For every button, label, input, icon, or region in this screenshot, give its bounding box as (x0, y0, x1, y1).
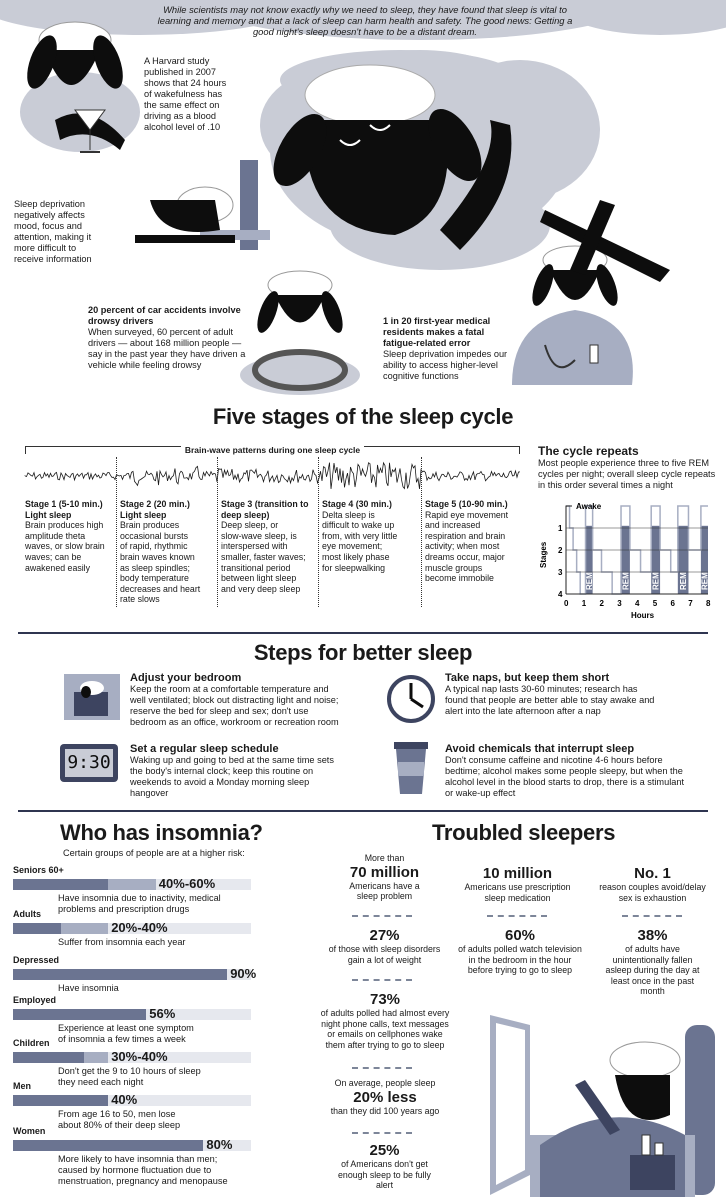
stage-line: occasional bursts (120, 530, 188, 541)
stat-no-1 (590, 865, 715, 903)
stage-heading: Light sleep (120, 509, 167, 520)
stat-text: sleep problem (356, 891, 413, 901)
stat-divider (622, 915, 682, 917)
insomnia-desc-line: Suffer from insomnia each year (58, 937, 186, 947)
stage-heading: Stage 4 (30 min.) (322, 499, 392, 509)
insomnia-percent: 20%-40% (111, 920, 168, 935)
stage-line: awakened easily (25, 562, 91, 573)
fact-heading: residents makes a fatal (383, 327, 485, 337)
stat-value: 73% (369, 991, 401, 1008)
stat-text: in the bedroom in the hour (468, 954, 572, 965)
insomnia-desc-line: More likely to have insomnia than men; (58, 1154, 218, 1164)
clock-icon (386, 674, 436, 724)
intro-line: learning and memory and that a lack of sleep can harm health and safety. The good news: Getting a (157, 15, 573, 26)
stat-20-less (310, 1078, 460, 1116)
insomnia-bar-fill (13, 1140, 203, 1151)
x-tick-label: 3 (617, 599, 622, 608)
fact-line: of wakefulness has (144, 89, 223, 99)
fact-heading: 20 percent of car accidents involve (88, 305, 241, 315)
insomnia-subtitle: Certain groups of people are at a higher risk: (63, 848, 245, 858)
stat-text: night phone calls, text messages (321, 1018, 449, 1029)
x-tick-label: 7 (688, 599, 693, 608)
stat-divider (352, 1067, 412, 1069)
stat-text: of adults have (625, 944, 680, 954)
stat-27 (322, 927, 447, 965)
fact-line: receive information (14, 254, 92, 264)
tip-line: the body's internal clock; keep this routine on (130, 766, 314, 776)
y-tick-label: 3 (558, 568, 563, 577)
stage-line: amplitude theta (25, 530, 86, 541)
cycle-repeats-block (538, 444, 723, 491)
tip-line: Waking up and going to bed at the same time sets (130, 755, 334, 765)
intro-line: good night's sleep doesn't have to be a distant dream. (252, 26, 478, 37)
tip-line: reserve the bed for sleep and sex; don't use (130, 706, 309, 716)
insomnia-group (0, 955, 290, 999)
stage-line: become immobile (425, 573, 494, 584)
insomnia-bar-fill (13, 923, 61, 934)
x-tick-label: 0 (564, 599, 569, 608)
fact-line: drivers — about 168 million people — (88, 338, 242, 348)
stage-line: of rapid, rhythmic (120, 541, 188, 552)
deprivation-fact (14, 199, 129, 265)
brainwave-label-row (25, 440, 520, 454)
insomnia-group-name: Employed (13, 995, 57, 1005)
stage-heading: Stage 1 (5-10 min.) (25, 499, 103, 509)
stat-value: 38% (637, 927, 668, 944)
tip-line: alcohol level in the blood starts to drop, there is a stimulant (445, 777, 685, 787)
insomnia-percent: 30%-40% (111, 1049, 168, 1064)
tip-line: found that people are better able to stay awake and (445, 695, 655, 705)
tip-line: well ventilated; block out distracting light and noise; (130, 695, 339, 705)
car-accident-fact (88, 305, 273, 371)
tip-chemicals (445, 743, 720, 799)
stat-text: asleep during the day at (605, 965, 700, 975)
insomnia-group (0, 1081, 290, 1130)
stage-line: waves; can be (25, 551, 82, 562)
tip-line: bedtime; alcohol makes some people sleepy, but when the (445, 766, 683, 776)
stage-line: slow-wave sleep, is (221, 530, 297, 541)
insomnia-group-name: Men (13, 1081, 31, 1091)
stat-text: Americans have a (349, 880, 420, 891)
sheep-computer-icon (135, 160, 270, 250)
insomnia-bar-fill (13, 1095, 108, 1106)
insomnia-desc-line: problems and prescription drugs (58, 904, 190, 914)
y-tick-label: 1 (558, 524, 563, 533)
digital-clock-icon (60, 744, 118, 782)
harvard-fact (144, 56, 269, 133)
stage-line: as sleep spindles; (120, 562, 190, 573)
stage-heading: Stage 5 (10-90 min.) (425, 499, 508, 509)
stat-text: enough sleep to be fully (338, 1169, 431, 1180)
x-tick-label: 5 (652, 599, 658, 608)
tip-line: alert into the late afternoon after a nap (445, 706, 601, 716)
fact-line: shows that 24 hours (144, 78, 227, 88)
stage-line: from, with very little (322, 530, 398, 541)
insomnia-desc-line: menstruation, pregnancy and menopause (58, 1176, 228, 1186)
stat-text: them after trying to go to sleep (325, 1039, 445, 1050)
fact-heading: 1 in 20 first-year medical (383, 316, 491, 326)
insomnia-bar-fill (13, 1052, 84, 1063)
fact-line: vehicle while feeling drowsy (88, 360, 202, 370)
tip-line: Don't consume caffeine and nicotine 4-6 hours before (445, 755, 663, 765)
insomnia-desc-line: they need each night (58, 1077, 144, 1087)
insomnia-group-name: Women (13, 1126, 46, 1136)
stat-text: of Americans don't get (341, 1159, 428, 1169)
intro-text (150, 4, 580, 37)
tip-line: A typical nap lasts 30-60 minutes; research has (445, 684, 638, 694)
stat-value: 20% less (353, 1088, 417, 1106)
stage-line: between light sleep (221, 573, 297, 584)
tip-heading: Set a regular sleep schedule (130, 743, 279, 755)
stage-line: most likely phase (322, 551, 390, 562)
stat-divider (352, 979, 412, 981)
tip-schedule (130, 743, 375, 799)
stat-text: sex is exhaustion (618, 892, 687, 903)
insomnia-percent: 80% (206, 1137, 233, 1152)
tip-heading: Avoid chemicals that interrupt sleep (445, 743, 635, 755)
stat-text: or emails on cellphones wake (327, 1029, 443, 1039)
insomnia-title: Who has insomnia? (60, 820, 263, 845)
stage-line: smaller, faster waves; (221, 551, 306, 562)
fact-line: driving as a blood (144, 111, 217, 121)
stat-text: before trying to go to sleep (467, 965, 573, 975)
stat-value: 27% (369, 927, 400, 944)
better-sleep-title: Steps for better sleep (253, 640, 473, 665)
stage-line: interspersed with (221, 541, 288, 552)
fact-line: A Harvard study (144, 56, 210, 66)
stage-heading: Stage 2 (20 min.) (120, 499, 190, 509)
stat-value: 10 million (482, 865, 553, 882)
y-tick-label: 4 (558, 590, 563, 599)
stage-line: Rapid eye movement (425, 509, 509, 520)
stage-line: Brain produces (120, 520, 180, 531)
brainwave-graph (25, 456, 520, 496)
tip-bedroom (130, 672, 370, 728)
rem-label: REM (651, 572, 661, 590)
stage-line: Delta sleep is (322, 509, 375, 520)
tip-heading: Take naps, but keep them short (445, 672, 610, 684)
sleep-cycle-chart (540, 496, 720, 628)
sleep-stage-3 (221, 499, 319, 594)
insomnia-percent: 90% (230, 966, 257, 981)
rem-label: REM (585, 572, 595, 590)
stage-separator (421, 457, 422, 607)
stage-line: eye movement; (322, 541, 383, 552)
fact-line: When surveyed, 60 percent of adult (88, 327, 234, 337)
rem-label: REM (700, 572, 710, 590)
stage-separator (217, 457, 218, 607)
stat-text: reason couples avoid/delay (599, 882, 706, 892)
x-tick-label: 4 (635, 599, 640, 608)
insomnia-group (0, 1126, 290, 1186)
insomnia-desc-line: Have insomnia (58, 983, 119, 993)
stage-line: and very deep sleep (221, 583, 301, 594)
tip-line: bedroom as an office, workroom or recreation room (130, 717, 339, 727)
fact-line: Sleep deprivation impedes our (383, 349, 508, 359)
medical-resident-fact (383, 316, 518, 382)
fact-line: cognitive functions (383, 371, 459, 381)
stat-value: 25% (369, 1142, 400, 1159)
stage-line: brain waves known (120, 551, 195, 562)
fact-line: more difficult to (14, 243, 77, 253)
stage-line: dreams occur, major (425, 551, 505, 562)
tip-heading: Adjust your bedroom (130, 672, 242, 684)
stage-line: Deep sleep, or (221, 520, 279, 531)
fact-line: the same effect on (144, 100, 220, 110)
stage-heading: Stage 3 (transition to (221, 499, 309, 509)
stat-text: gain a lot of weight (347, 954, 422, 965)
insomnia-bar-fill (13, 879, 108, 890)
cycle-repeats-line: cycles per night; overall sleep cycle repeats (538, 469, 716, 479)
stat-text: sleep medication (484, 892, 551, 903)
insomnia-group-name: Depressed (13, 955, 60, 965)
fact-line: negatively affects (14, 210, 85, 220)
stage-heading: Light sleep (25, 509, 72, 520)
stage-line: body temperature (120, 573, 189, 584)
stat-text: month (640, 986, 665, 996)
tip-line: weekends to avoid a Monday morning sleep (130, 777, 310, 787)
fact-heading: fatigue-related error (383, 338, 471, 348)
stat-text: More than (364, 853, 405, 863)
stages-row (25, 499, 520, 609)
tip-line: or wake-up effect (445, 788, 516, 798)
stat-10-million (455, 865, 580, 903)
insomnia-bar-fill (13, 1009, 146, 1020)
stat-text: unintentionally fallen (612, 954, 693, 965)
stat-text: alert (375, 1180, 394, 1190)
fact-line: mood, focus and (14, 221, 82, 231)
tip-line: hangover (130, 788, 169, 798)
stage-line: respiration and brain (425, 530, 506, 541)
stat-text: than they did 100 years ago (330, 1105, 440, 1116)
insomnia-percent: 56% (149, 1006, 176, 1021)
insomnia-group-name: Seniors 60+ (13, 865, 64, 875)
insomnia-desc-line: From age 16 to 50, men lose (58, 1109, 176, 1119)
coffee-cup-icon (394, 742, 428, 794)
rem-label: REM (621, 572, 631, 590)
y-tick-label: 2 (558, 546, 563, 555)
stage-line: muscle groups (425, 562, 483, 573)
fact-line: published in 2007 (144, 67, 217, 77)
insomnia-group-name: Adults (13, 909, 41, 919)
sleep-cycle-title: Five stages of the sleep cycle (212, 404, 514, 429)
stage-line: difficult to wake up (322, 520, 395, 531)
stage-line: Brain produces high (25, 520, 104, 531)
fact-line: alcohol level of .10 (144, 122, 221, 132)
rem-label: REM (679, 572, 689, 590)
x-axis-label: Hours (631, 611, 655, 620)
bedroom-icon (64, 674, 120, 720)
stage-separator (318, 457, 319, 607)
fact-line: attention, making it (14, 232, 92, 242)
stat-text: of adults polled watch television (458, 944, 582, 954)
insomnia-desc-line: about 80% of their deep sleep (58, 1120, 181, 1130)
cycle-repeats-title: The cycle repeats (538, 444, 639, 458)
stat-divider (352, 915, 412, 917)
stat-text: On average, people sleep (334, 1078, 436, 1088)
insomnia-desc-line: Experience at least one symptom (58, 1023, 194, 1033)
tip-line: Keep the room at a comfortable temperature and (130, 684, 329, 694)
insomnia-bar-fill (13, 969, 227, 980)
x-tick-label: 6 (670, 599, 675, 608)
stage-line: transitional period (221, 562, 291, 573)
x-tick-label: 1 (581, 599, 587, 608)
x-tick-label: 2 (599, 599, 604, 608)
sleep-stage-1 (25, 499, 117, 573)
insomnia-desc-line: Don't get the 9 to 10 hours of sleep (58, 1066, 201, 1076)
stat-73 (310, 991, 460, 1050)
fact-line: ability to access higher-level (383, 360, 498, 370)
sleep-stage-5 (425, 499, 523, 584)
insomnia-desc-line: of insomnia a few times a week (58, 1034, 186, 1044)
stage-line: and increased (425, 520, 481, 531)
stat-divider (487, 915, 547, 917)
section-divider (18, 632, 708, 634)
stat-value: No. 1 (634, 865, 671, 882)
insomnia-percent: 40% (111, 1092, 138, 1107)
section-divider (18, 810, 708, 812)
fact-heading: drowsy drivers (88, 316, 154, 326)
y-axis-label: Stages (539, 541, 548, 568)
x-tick-label: 8 (706, 599, 711, 608)
stat-text: Americans use prescription (464, 882, 571, 892)
insomnia-desc-line: Have insomnia due to inactivity, medical (58, 893, 221, 903)
stat-value: 70 million (349, 863, 420, 881)
troubled-title: Troubled sleepers (432, 820, 616, 845)
brainwave-line (25, 463, 520, 489)
stat-25 (322, 1142, 447, 1191)
insomnia-group-name: Children (13, 1038, 50, 1048)
stat-text: of adults polled had almost every (320, 1008, 450, 1018)
stat-70-million (322, 853, 447, 902)
stat-text: least once in the past (610, 975, 695, 986)
brainwave-label: Brain-wave patterns during one sleep cycle (181, 445, 364, 455)
sleep-stage-2 (120, 499, 218, 605)
stage-line: decreases and heart (120, 583, 201, 594)
sheep-in-bed-illustration (470, 1005, 720, 1197)
stat-value: 60% (504, 927, 536, 944)
stage-line: waves, or slow brain (25, 541, 105, 552)
cycle-repeats-line: Most people experience three to five REM (538, 458, 710, 468)
stage-line: for sleepwalking (322, 562, 386, 573)
insomnia-group (0, 909, 290, 953)
stage-heading: deep sleep) (221, 509, 270, 520)
sleep-stage-4 (322, 499, 422, 573)
stage-separator (116, 457, 117, 607)
awake-label: Awake (576, 502, 602, 511)
tip-naps (445, 672, 705, 717)
insomnia-desc-line: caused by hormone fluctuation due to (58, 1165, 212, 1175)
insomnia-groups (0, 862, 290, 1200)
digital-clock-time: 9:30 (65, 749, 113, 777)
stage-line: rate slows (120, 594, 160, 605)
intro-line: While scientists may not know exactly why we need to sleep, they have found that sleep is vital to (163, 4, 567, 15)
stat-text: of those with sleep disorders (328, 944, 441, 954)
insomnia-percent: 40%-60% (158, 876, 216, 891)
fact-line: say in the past year they have driven a (88, 349, 246, 359)
stage-line: activity; when most (425, 541, 500, 552)
fact-line: Sleep deprivation (14, 199, 85, 209)
cycle-repeats-line: in this order several times a night (538, 480, 673, 490)
stat-38 (590, 927, 715, 997)
stat-60 (455, 927, 585, 976)
stat-divider (352, 1132, 412, 1134)
